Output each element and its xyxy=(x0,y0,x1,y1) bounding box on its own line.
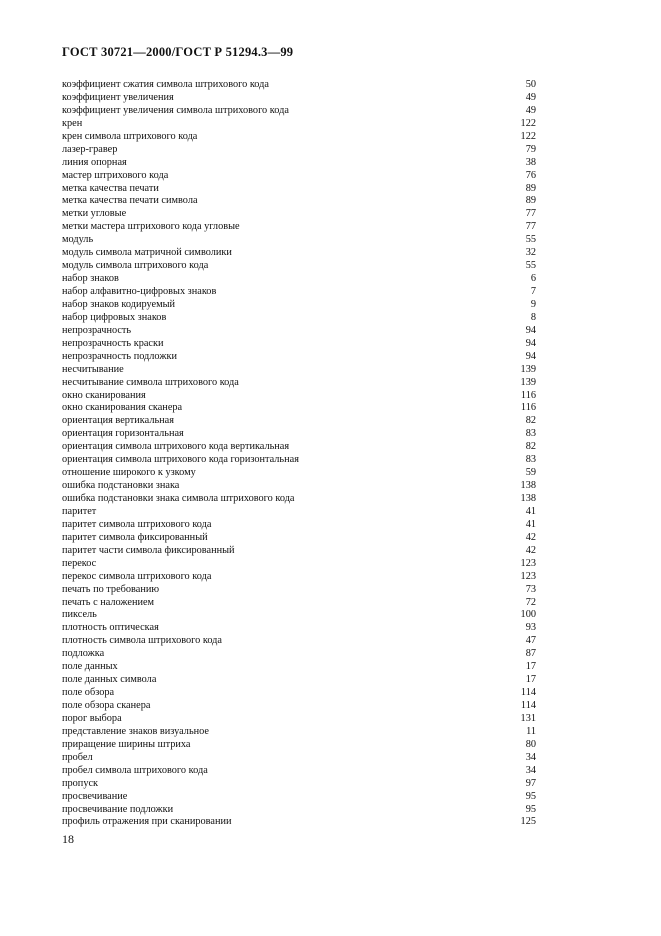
index-entry xyxy=(62,519,536,532)
index-entry xyxy=(62,415,536,428)
index-term: печать по требованию xyxy=(62,583,160,595)
index-page-ref: 139 xyxy=(520,376,536,388)
index-page-ref: 49 xyxy=(525,91,536,103)
index-entry xyxy=(62,157,536,170)
index-term: поле обзора xyxy=(62,687,115,699)
index-page-ref: 125 xyxy=(520,816,536,828)
index-term: метка качества печати xyxy=(62,182,159,194)
index-term: ориентация горизонтальная xyxy=(62,428,184,440)
index-entry xyxy=(62,532,536,545)
index-page-ref: 50 xyxy=(525,79,536,90)
index-page-ref: 89 xyxy=(525,195,536,207)
index-entry xyxy=(62,687,536,700)
index-page-ref: 42 xyxy=(525,531,536,543)
index-term: модуль символа матричной символики xyxy=(62,247,232,259)
index-entry xyxy=(62,377,536,390)
index-page-ref: 95 xyxy=(525,790,536,802)
index-term: пропуск xyxy=(62,777,99,789)
index-entry xyxy=(62,752,536,765)
index-term: метка качества печати символа xyxy=(62,195,198,207)
index-entry xyxy=(62,364,536,377)
index-entry xyxy=(62,778,536,791)
index-page-ref: 77 xyxy=(525,221,536,233)
index-entry xyxy=(62,480,536,493)
index-term: перекос xyxy=(62,557,97,569)
index-term: метки угловые xyxy=(62,208,127,220)
index-term: метки мастера штрихового кода угловые xyxy=(62,221,240,233)
index-term: перекос символа штрихового кода xyxy=(62,570,212,582)
index-term: коэффициент увеличения xyxy=(62,91,174,103)
index-page-ref: 95 xyxy=(525,803,536,815)
index-term: паритет части символа фиксированный xyxy=(62,544,235,556)
index-page-ref: 97 xyxy=(525,777,536,789)
index-entry xyxy=(62,351,536,364)
index-term: модуль xyxy=(62,234,94,246)
index-term: лазер-гравер xyxy=(62,143,118,155)
index-page-ref: 114 xyxy=(520,687,536,699)
index-entry xyxy=(62,131,536,144)
index-entry xyxy=(62,791,536,804)
index-entry xyxy=(62,170,536,183)
index-term: непрозрачность xyxy=(62,324,132,336)
index-term: просвечивание xyxy=(62,790,128,802)
index-page-ref: 32 xyxy=(525,247,536,259)
index-entry xyxy=(62,558,536,571)
index-entry xyxy=(62,325,536,338)
index-term: ошибка подстановки знака xyxy=(62,480,180,492)
index-page-ref: 114 xyxy=(520,700,536,711)
index-entry xyxy=(62,739,536,752)
index-entry xyxy=(62,260,536,273)
index-page-ref: 72 xyxy=(525,596,536,608)
index-page-ref: 41 xyxy=(525,505,536,517)
index-page-ref: 34 xyxy=(525,764,536,776)
index-page-ref: 123 xyxy=(520,557,536,569)
index-entry xyxy=(62,144,536,157)
index-page-ref: 116 xyxy=(520,402,536,414)
index-page-ref: 94 xyxy=(525,337,536,349)
index-term: приращение ширины штриха xyxy=(62,738,191,750)
index-entry xyxy=(62,402,536,415)
index-term: плотность оптическая xyxy=(62,622,159,634)
index-entry xyxy=(62,584,536,597)
index-entry xyxy=(62,622,536,635)
index-page-ref: 139 xyxy=(520,363,536,375)
index-entry xyxy=(62,726,536,739)
index-entry xyxy=(62,661,536,674)
index-term: несчитывание xyxy=(62,363,124,375)
index-term: пробел xyxy=(62,751,93,763)
index-page-ref: 79 xyxy=(525,143,536,155)
index-term: мастер штрихового кода xyxy=(62,169,169,181)
index-entry xyxy=(62,816,536,829)
index-page-ref: 82 xyxy=(525,415,536,427)
index-term: коэффициент увеличения символа штрихового кода xyxy=(62,104,289,116)
index-page-ref: 34 xyxy=(525,751,536,763)
index-term: крен символа штрихового кода xyxy=(62,130,198,142)
index-term: подложка xyxy=(62,648,105,660)
index-entry xyxy=(62,312,536,325)
index-entry xyxy=(62,234,536,247)
index-page-ref: 7 xyxy=(530,286,536,297)
index-page-ref: 138 xyxy=(520,480,536,492)
index-page-ref: 76 xyxy=(525,169,536,181)
index-page-ref: 83 xyxy=(525,428,536,440)
index-page-ref: 8 xyxy=(530,311,536,323)
index-page-ref: 47 xyxy=(525,635,536,647)
index-page-ref: 6 xyxy=(530,273,536,285)
page-number: 18 xyxy=(62,832,74,846)
index-term: просвечивание подложки xyxy=(62,803,174,815)
index-entry xyxy=(62,804,536,817)
index-page-ref: 38 xyxy=(525,156,536,168)
term-index-list xyxy=(62,79,536,829)
index-entry xyxy=(62,247,536,260)
index-term: коэффициент сжатия символа штрихового кода xyxy=(62,79,269,90)
index-term: паритет xyxy=(62,505,97,517)
index-entry xyxy=(62,338,536,351)
index-entry xyxy=(62,454,536,467)
index-term: поле данных символа xyxy=(62,674,157,686)
index-term: набор знаков xyxy=(62,273,119,285)
index-page-ref: 123 xyxy=(520,570,536,582)
index-entry xyxy=(62,609,536,622)
index-term: поле обзора сканера xyxy=(62,700,151,711)
index-term: ориентация символа штрихового кода горизонтальная xyxy=(62,454,299,466)
index-term: набор знаков кодируемый xyxy=(62,298,176,310)
index-term: непрозрачность краски xyxy=(62,337,164,349)
index-term: пробел символа штрихового кода xyxy=(62,764,208,776)
index-term: модуль символа штрихового кода xyxy=(62,260,209,272)
index-page-ref: 41 xyxy=(525,518,536,530)
index-entry xyxy=(62,635,536,648)
index-page-ref: 55 xyxy=(525,260,536,272)
index-page-ref: 138 xyxy=(520,493,536,504)
index-page-ref: 116 xyxy=(520,389,536,401)
index-entry xyxy=(62,506,536,519)
index-entry xyxy=(62,79,536,92)
index-page-ref: 83 xyxy=(525,454,536,466)
index-term: порог выбора xyxy=(62,712,122,724)
index-term: паритет символа штрихового кода xyxy=(62,518,212,530)
index-term: отношение широкого к узкому xyxy=(62,467,196,479)
index-term: профиль отражения при сканировании xyxy=(62,816,232,828)
index-page-ref: 55 xyxy=(525,234,536,246)
index-page-ref: 42 xyxy=(525,544,536,556)
index-entry xyxy=(62,428,536,441)
index-entry xyxy=(62,648,536,661)
index-page-ref: 100 xyxy=(520,609,536,621)
index-entry xyxy=(62,441,536,454)
index-page-ref: 49 xyxy=(525,104,536,116)
index-entry xyxy=(62,118,536,131)
index-term: пиксель xyxy=(62,609,97,621)
index-page-ref: 82 xyxy=(525,441,536,453)
index-entry xyxy=(62,195,536,208)
index-page-ref: 94 xyxy=(525,324,536,336)
index-term: поле данных xyxy=(62,661,118,673)
index-entry xyxy=(62,713,536,726)
index-entry xyxy=(62,674,536,687)
index-term: набор цифровых знаков xyxy=(62,311,167,323)
index-entry xyxy=(62,273,536,286)
index-page-ref: 89 xyxy=(525,182,536,194)
index-page-ref: 73 xyxy=(525,583,536,595)
index-page-ref: 17 xyxy=(525,674,536,686)
index-page-ref: 122 xyxy=(520,130,536,142)
index-page-ref: 9 xyxy=(530,298,536,310)
index-term: плотность символа штрихового кода xyxy=(62,635,222,647)
index-term: ориентация вертикальная xyxy=(62,415,174,427)
index-page-ref: 122 xyxy=(520,117,536,129)
index-entry xyxy=(62,390,536,403)
index-entry xyxy=(62,299,536,312)
index-page-ref: 87 xyxy=(525,648,536,660)
index-entry xyxy=(62,493,536,506)
index-term: набор алфавитно-цифровых знаков xyxy=(62,286,217,297)
index-page-ref: 11 xyxy=(526,725,536,737)
index-page-ref: 80 xyxy=(525,738,536,750)
index-term: линия опорная xyxy=(62,156,127,168)
index-entry xyxy=(62,92,536,105)
index-page-ref: 17 xyxy=(525,661,536,673)
index-entry xyxy=(62,467,536,480)
index-term: печать с наложением xyxy=(62,596,155,608)
index-term: окно сканирования сканера xyxy=(62,402,183,414)
index-page-ref: 77 xyxy=(525,208,536,220)
index-entry xyxy=(62,286,536,299)
index-entry xyxy=(62,765,536,778)
index-page-ref: 131 xyxy=(520,712,536,724)
index-entry xyxy=(62,208,536,221)
index-entry xyxy=(62,597,536,610)
index-entry xyxy=(62,221,536,234)
index-entry xyxy=(62,571,536,584)
index-page-ref: 93 xyxy=(525,622,536,634)
document-header: ГОСТ 30721—2000/ГОСТ Р 51294.3—99 xyxy=(62,45,294,59)
index-entry xyxy=(62,183,536,196)
index-page-ref: 94 xyxy=(525,350,536,362)
index-term: несчитывание символа штрихового кода xyxy=(62,376,239,388)
index-term: ориентация символа штрихового кода вертикальная xyxy=(62,441,290,453)
index-entry xyxy=(62,700,536,713)
index-term: ошибка подстановки знака символа штрихового кода xyxy=(62,493,295,504)
index-entry xyxy=(62,105,536,118)
index-term: крен xyxy=(62,117,83,129)
index-term: окно сканирования xyxy=(62,389,146,401)
index-term: непрозрачность подложки xyxy=(62,350,177,362)
index-term: представление знаков визуальное xyxy=(62,725,209,737)
index-term: паритет символа фиксированный xyxy=(62,531,208,543)
index-entry xyxy=(62,545,536,558)
index-page-ref: 59 xyxy=(525,467,536,479)
